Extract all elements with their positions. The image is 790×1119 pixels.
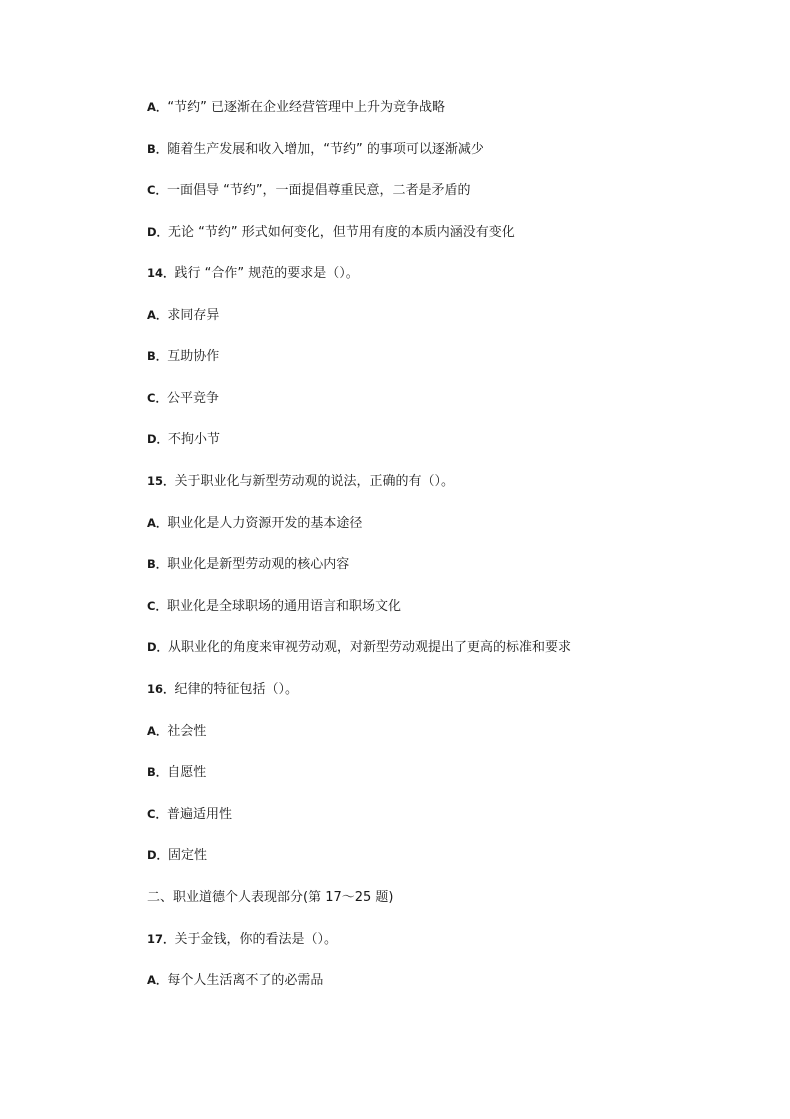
question-14 [147,264,359,283]
option-text: 自愿性 [167,765,207,780]
option-text: 职业化是全球职场的通用语言和职场文化 [166,599,401,614]
question-17 [147,930,337,949]
option-text: 不拘小节 [168,432,221,447]
option-text: 每个人生活离不了的必需品 [167,973,324,988]
option-text: 职业化是人力资源开发的基本途径 [167,516,363,531]
option-text: 固定性 [168,848,208,863]
section-heading [147,888,394,907]
option-text: “节约” 已逐渐在企业经营管理中上升为竞争战略 [167,100,446,115]
option-c-line [147,805,232,824]
option-d-line [147,430,220,449]
option-text: 社会性 [167,724,207,739]
option-label: C． [147,807,167,821]
option-label: B． [147,765,168,779]
option-b-line [147,347,219,366]
option-label: C． [147,391,167,405]
option-a-line [147,98,445,117]
option-b-line [147,140,484,159]
question-text: 纪律的特征包括（）。 [174,682,299,697]
option-text: 无论 “节约” 形式如何变化，但节用有度的本质内涵没有变化 [168,225,515,240]
option-label: A． [147,724,168,738]
option-label: D． [147,640,169,654]
option-label: A． [147,973,168,987]
option-label: B． [147,557,168,571]
question-number: 17． [147,932,175,946]
option-d-line [147,223,515,242]
question-text: 践行 “合作” 规范的要求是（）。 [174,266,359,281]
option-a-line [147,722,206,741]
option-text: 求同存异 [167,308,220,323]
option-text: 从职业化的角度来审视劳动观，对新型劳动观提出了更高的标准和要求 [168,640,572,655]
option-d-line [147,638,571,657]
question-number: 15． [147,474,175,488]
option-label: C． [147,599,167,613]
option-a-line [147,514,362,533]
option-label: A． [147,308,168,322]
option-a-line [147,971,323,990]
option-text: 随着生产发展和收入增加，“节约” 的事项可以逐渐减少 [167,142,484,157]
option-d-line [147,846,207,865]
question-number: 14． [147,266,175,280]
option-text: 职业化是新型劳动观的核心内容 [167,557,350,572]
option-b-line [147,555,349,574]
option-label: D． [147,432,169,446]
section-text: 二、职业道德个人表现部分(第 17～25 题) [147,890,394,905]
question-number: 16． [147,682,175,696]
option-label: A． [147,100,168,114]
option-c-line [147,389,219,408]
option-label: B． [147,142,168,156]
question-16 [147,680,298,699]
option-c-line [147,181,471,200]
option-c-line [147,597,401,616]
option-text: 公平竞争 [166,391,219,406]
option-text: 互助协作 [167,349,220,364]
option-label: B． [147,349,168,363]
question-text: 关于职业化与新型劳动观的说法，正确的有（）。 [174,474,455,489]
option-a-line [147,306,219,325]
option-label: D． [147,848,169,862]
option-label: A． [147,516,168,530]
option-b-line [147,763,206,782]
option-text: 一面倡导 “节约”，一面提倡尊重民意，二者是矛盾的 [166,183,471,198]
option-label: C． [147,183,167,197]
option-label: D． [147,225,169,239]
question-text: 关于金钱，你的看法是（）。 [174,932,338,947]
question-15 [147,472,454,491]
option-text: 普遍适用性 [166,807,232,822]
